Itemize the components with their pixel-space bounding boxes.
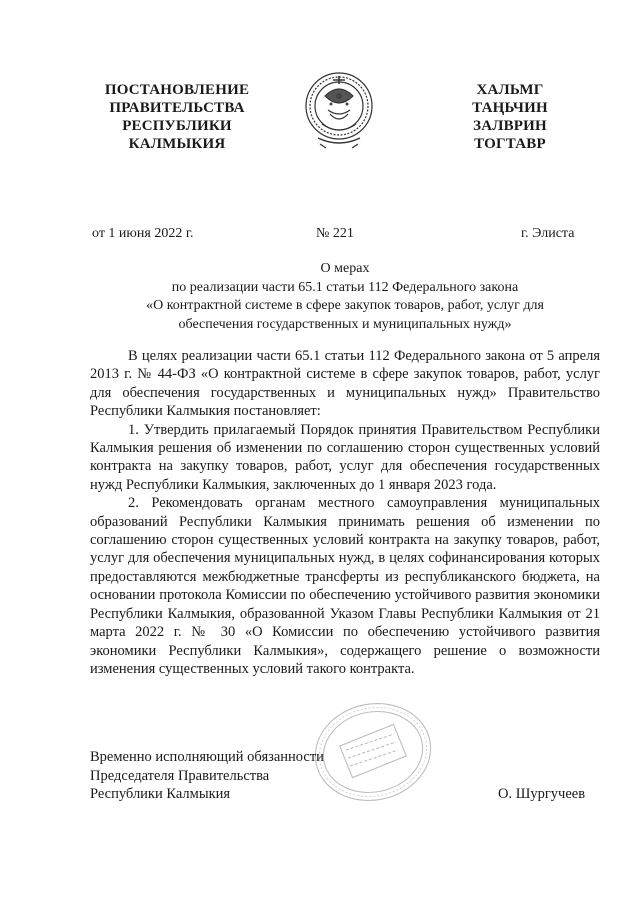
header-right bbox=[450, 81, 570, 153]
header-left bbox=[92, 81, 262, 153]
header-right-line: ТОГТАВР bbox=[474, 136, 546, 152]
signature-position-line: Временно исполняющий обязанности bbox=[90, 749, 324, 765]
paragraph-preamble: В целях реализации части 65.1 статьи 112 Федерального закона от 5 апреля 2013 г. № 44-ФЗ «О контрактной системе в сфере закупок товаров, работ, услуг для обеспечения государственных и муниципальных нужд» Правительство Республики Калмыкия постановляет: bbox=[90, 348, 600, 420]
document-city: г. Элиста bbox=[521, 226, 575, 241]
signature-position-line: Председателя Правительства bbox=[90, 767, 270, 784]
title-line: О мерах bbox=[320, 261, 370, 276]
title-line: «О контрактной системе в сфере закупок товаров, работ, услуг для bbox=[146, 298, 544, 313]
header-right-line: ХАЛЬМГ bbox=[476, 82, 544, 98]
signature-position bbox=[90, 748, 324, 804]
header-left-line: ПРАВИТЕЛЬСТВА bbox=[109, 100, 245, 116]
document-title bbox=[90, 260, 600, 334]
title-line: по реализации части 65.1 статьи 112 Федерального закона bbox=[171, 279, 519, 295]
official-seal-icon bbox=[306, 698, 440, 806]
header-left-line: КАЛМЫКИЯ bbox=[128, 136, 226, 152]
paragraph-item-2: 2. Рекомендовать органам местного самоуправления муниципальных образований Республики Калмыкия принимать решения об изменении по соглашению сторон существенных условий контракта на закупку товаров, работ, услуг для обеспечения муниципальных нужд, в целях софинансирования которых предоставляются межбюджетные трансферты из республиканского бюджета, на основании протокола Комиссии по обеспечению устойчивого развития экономики Республики Калмыкия, образованной Указом Главы Республики Калмыкия от 21 марта 2022 г. № 30 «О Комиссии по обеспечению устойчивого развития экономики Республики Калмыкия», содержащего решение о возможности изменения существенных условий такого контракта. bbox=[90, 495, 600, 677]
emblem-icon bbox=[300, 66, 378, 152]
title-line: обеспечения государственных и муниципальных нужд» bbox=[178, 316, 512, 332]
document-number: № 221 bbox=[316, 226, 354, 241]
header-right-line: ЗАЛВРИН bbox=[473, 118, 547, 134]
header-left-line: ПОСТАНОВЛЕНИЕ bbox=[104, 82, 250, 98]
document-date: от 1 июня 2022 г. bbox=[92, 226, 194, 241]
paragraph-item-1: 1. Утвердить прилагаемый Порядок принятия Правительством Республики Калмыкия решения об изменении по соглашению сторон существенных условий контракта на закупку товаров, работ, услуг для обеспечения государственных нужд Республики Калмыкия, заключенных до 1 января 2023 года. bbox=[90, 421, 600, 493]
signatory-name: О. Шургучеев bbox=[498, 786, 586, 802]
header-right-line: ТАҢЬЧИН bbox=[472, 100, 548, 116]
header-left-line: РЕСПУБЛИКИ bbox=[122, 118, 232, 134]
document-body bbox=[90, 347, 600, 678]
signature-position-line: Республики Калмыкия bbox=[90, 786, 231, 803]
